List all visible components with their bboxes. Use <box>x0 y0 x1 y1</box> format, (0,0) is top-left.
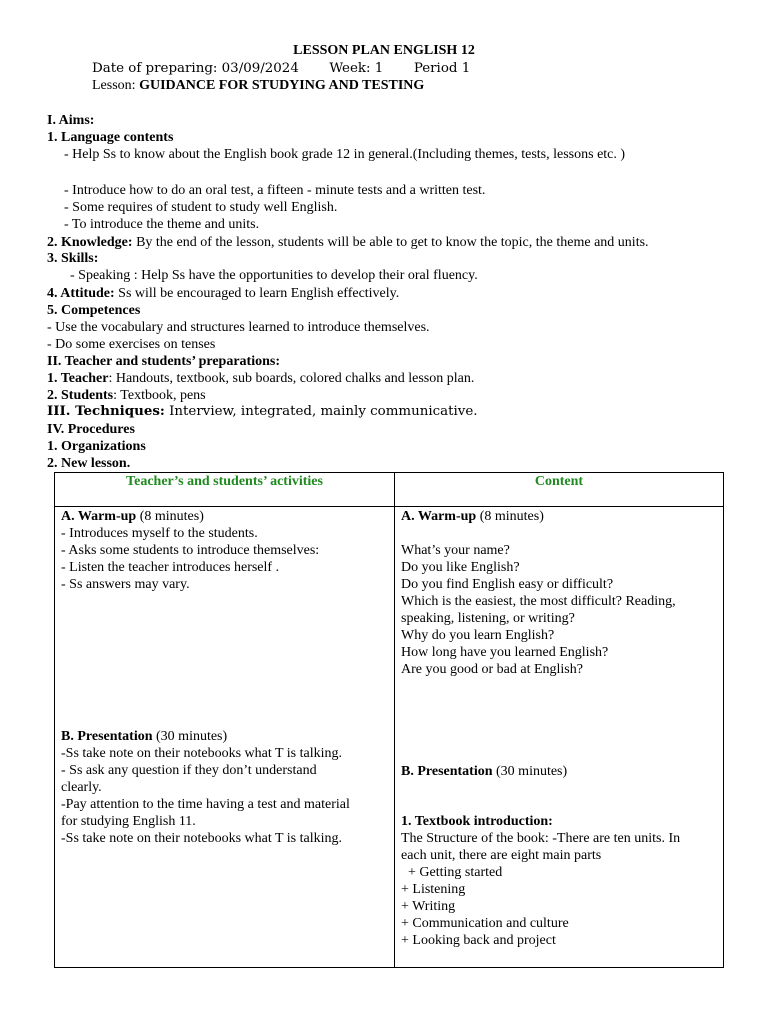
left-presentation-item: clearly. <box>61 780 102 795</box>
warmup-question: speaking, listening, or writing? <box>401 611 575 626</box>
competence-item: - Use the vocabulary and structures learned to introduce themselves. <box>47 320 430 335</box>
right-presentation-heading: B. Presentation (30 minutes) <box>401 764 568 779</box>
teacher-label: 1. Teacher <box>47 371 109 386</box>
techniques-text: Interview, integrated, mainly communicative. <box>164 404 478 419</box>
aims-heading: I. Aims: <box>47 113 95 128</box>
content-column-header: Content <box>395 473 724 507</box>
knowledge-text: By the end of the lesson, students will be able to get to know the topic, the theme and units. <box>132 235 649 250</box>
left-presentation-heading: B. Presentation (30 minutes) <box>61 729 228 744</box>
competence-item: - Do some exercises on tenses <box>47 337 216 352</box>
warmup-question: Do you find English easy or difficult? <box>401 577 614 592</box>
language-contents-heading: 1. Language contents <box>47 130 174 145</box>
warmup-question: Which is the easiest, the most difficult? Reading, <box>401 594 676 609</box>
attitude-label: 4. Attitude: <box>47 286 115 301</box>
left-presentation-item: - Ss ask any question if they don’t understand <box>61 763 317 778</box>
attitude-text: Ss will be encouraged to learn English effectively. <box>114 286 400 301</box>
book-part: + Communication and culture <box>401 916 569 931</box>
period-label: Period 1 <box>413 61 471 76</box>
left-warmup-item: - Introduces myself to the students. <box>61 526 258 541</box>
language-item: - Some requires of student to study well English. <box>64 200 338 215</box>
warmup-question: Why do you learn English? <box>401 628 555 643</box>
lesson-line <box>92 78 424 94</box>
book-part: + Listening <box>401 882 466 897</box>
language-item: - To introduce the theme and units. <box>64 217 260 232</box>
left-presentation-item: for studying English 11. <box>61 814 196 829</box>
left-warmup-item: - Asks some students to introduce themselves: <box>61 543 320 558</box>
content-cell <box>395 507 724 968</box>
teacher-preparation <box>47 370 474 387</box>
language-item: - Introduce how to do an oral test, a fifteen - minute tests and a written test. <box>64 183 486 198</box>
attitude-line <box>47 285 399 302</box>
activities-cell <box>55 507 395 968</box>
students-label: 2. Students <box>47 388 114 403</box>
left-presentation-item: -Ss take note on their notebooks what T is talking. <box>61 746 343 761</box>
preparations-heading: II. Teacher and students’ preparations: <box>47 354 280 369</box>
organizations-heading: 1. Organizations <box>47 439 146 454</box>
warmup-question: What’s your name? <box>401 543 510 558</box>
book-part: + Looking back and project <box>401 933 556 948</box>
knowledge-line <box>47 234 649 251</box>
date-of-preparing: Date of preparing: 03/09/2024 <box>92 61 299 76</box>
preparation-info <box>92 61 470 76</box>
students-preparation <box>47 387 206 404</box>
book-part: + Writing <box>401 899 456 914</box>
competences-heading: 5. Competences <box>47 303 141 318</box>
lesson-prefix: Lesson: <box>92 78 140 93</box>
lesson-table <box>54 472 724 968</box>
activities-column-header: Teacher’s and students’ activities <box>55 473 395 507</box>
skills-text: - Speaking : Help Ss have the opportunities to develop their oral fluency. <box>70 268 478 283</box>
techniques-line <box>47 403 478 420</box>
students-text: : Textbook, pens <box>113 388 206 403</box>
lesson-title: GUIDANCE FOR STUDYING AND TESTING <box>139 78 425 93</box>
table-header-row <box>55 473 724 507</box>
warmup-question: Do you like English? <box>401 560 520 575</box>
left-presentation-item: -Pay attention to the time having a test and material <box>61 797 350 812</box>
skills-label: 3. Skills: <box>47 251 99 266</box>
left-warmup-item: - Listen the teacher introduces herself . <box>61 560 280 575</box>
table-body-row <box>55 507 724 968</box>
left-presentation-item: -Ss take note on their notebooks what T is talking. <box>61 831 343 846</box>
week-label: Week: 1 <box>329 61 384 76</box>
techniques-label: III. Techniques: <box>47 403 165 419</box>
book-part: + Getting started <box>401 865 503 880</box>
teacher-text: : Handouts, textbook, sub boards, colored chalks and lesson plan. <box>108 371 475 386</box>
knowledge-label: 2. Knowledge: <box>47 235 133 250</box>
warmup-question: Are you good or bad at English? <box>401 662 583 677</box>
warmup-question: How long have you learned English? <box>401 645 609 660</box>
left-warmup-item: - Ss answers may vary. <box>61 577 190 592</box>
structure-line: each unit, there are eight main parts <box>401 848 602 863</box>
new-lesson-heading: 2. New lesson. <box>47 456 131 471</box>
document-title: LESSON PLAN ENGLISH 12 <box>293 43 475 58</box>
language-item: - Help Ss to know about the English book grade 12 in general.(Including themes, tests, lessons etc. ) <box>64 147 626 162</box>
right-warmup-heading: A. Warm-up (8 minutes) <box>401 509 544 524</box>
procedures-heading: IV. Procedures <box>47 422 135 437</box>
structure-line: The Structure of the book: -There are ten units. In <box>401 831 681 846</box>
left-warmup-heading: A. Warm-up (8 minutes) <box>61 509 204 524</box>
textbook-introduction-heading: 1. Textbook introduction: <box>401 814 553 829</box>
